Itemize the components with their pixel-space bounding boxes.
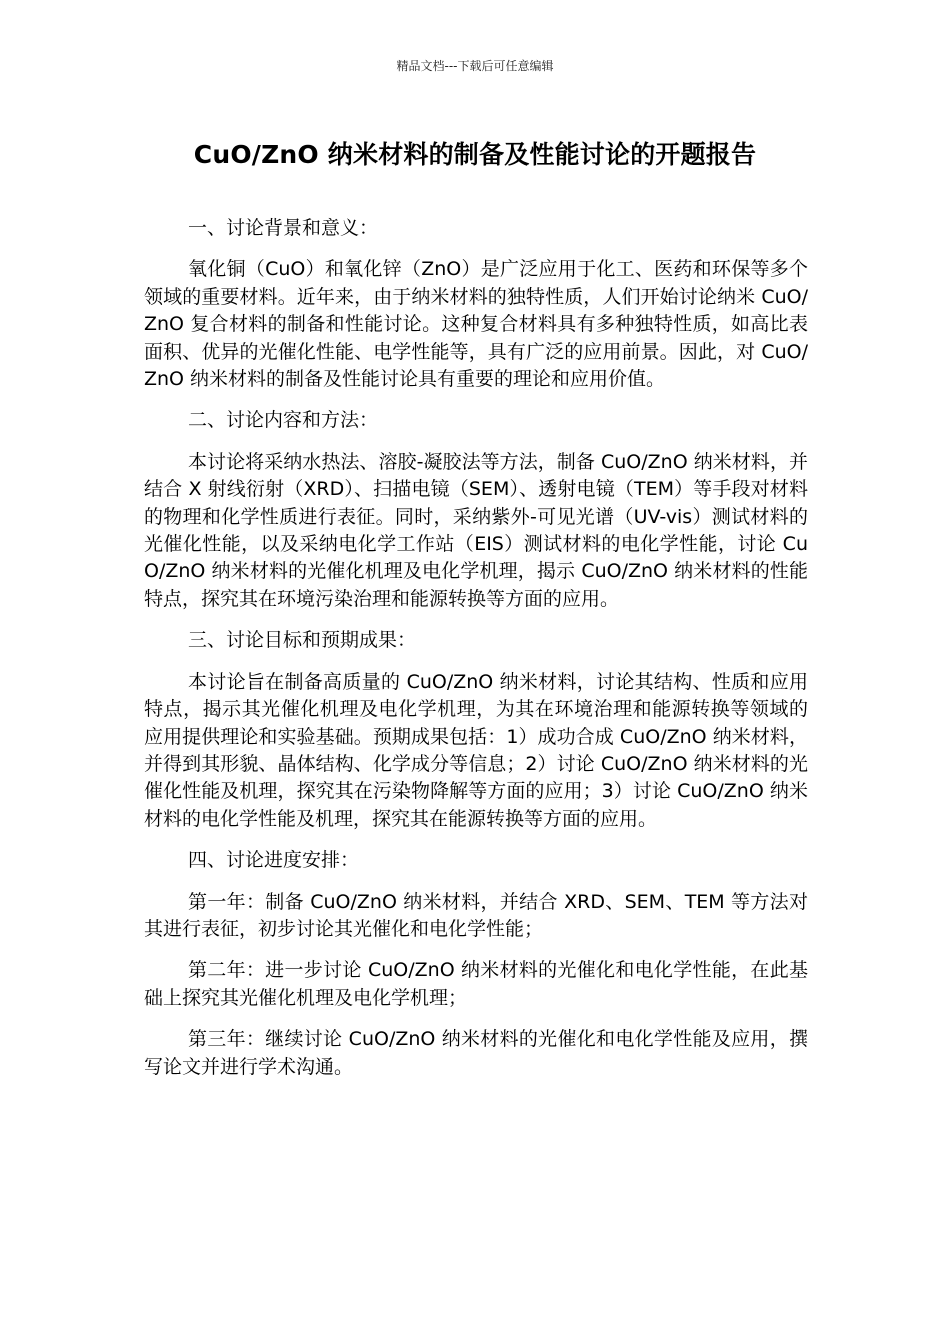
paragraph-background: 氧化铜（CuO）和氧化锌（ZnO）是广泛应用于化工、医药和环保等多个领域的重要材料。近年来，由于纳米材料的独特性质，人们开始讨论纳米 CuO/ZnO 复合材料的制备和性能讨论。这种复合材料具有多种独特性质，如高比表面积、优异的光催化性能、电学性能等，具有广泛的应用前景。因此，对 CuO/ZnO 纳米材料的制备及性能讨论具有重要的理论和应用价值。 — [144, 258, 808, 391]
page-header: 精品文档---下载后可任意编辑 — [396, 59, 554, 73]
paragraph-schedule-year-3: 第三年：继续讨论 CuO/ZnO 纳米材料的光催化和电化学性能及应用，撰写论文并进行学术沟通。 — [144, 1028, 808, 1078]
section-heading-schedule: 四、讨论进度安排： — [188, 849, 360, 872]
paragraph-schedule-year-2: 第二年：进一步讨论 CuO/ZnO 纳米材料的光催化和电化学性能，在此基础上探究其光催化机理及电化学机理； — [144, 959, 808, 1009]
section-heading-content-methods: 二、讨论内容和方法： — [188, 409, 379, 432]
paragraph-goals: 本讨论旨在制备高质量的 CuO/ZnO 纳米材料，讨论其结构、性质和应用特点，揭示其光催化机理及电化学机理，为其在环境治理和能源转换等领域的应用提供理论和实验基础。预期成果包括：1）成功合成 CuO/ZnO 纳米材料，并得到其形貌、晶体结构、化学成分等信息；2）讨论 CuO/ZnO 纳米材料的光催化性能及机理，探究其在污染物降解等方面的应用；3）讨论 CuO/ZnO 纳米材料的电化学性能及机理，探究其在能源转换等方面的应用。 — [144, 670, 808, 830]
paragraph-schedule-year-1: 第一年：制备 CuO/ZnO 纳米材料，并结合 XRD、SEM、TEM 等方法对其进行表征，初步讨论其光催化和电化学性能； — [144, 890, 808, 940]
section-heading-goals: 三、讨论目标和预期成果： — [188, 629, 417, 652]
section-heading-background: 一、讨论背景和意义： — [188, 217, 379, 239]
paragraph-content-methods: 本讨论将采纳水热法、溶胶-凝胶法等方法，制备 CuO/ZnO 纳米材料，并结合 X 射线衍射（XRD）、扫描电镜（SEM）、透射电镜（TEM）等手段对材料的物理和化学性质进行表征。同时，采纳紫外-可见光谱（UV-vis）测试材料的光催化性能，以及采纳电化学工作站（EIS）测试材料的电化学性能，讨论 CuO/ZnO 纳米材料的光催化机理及电化学机理，揭示 CuO/ZnO 纳米材料的性能特点，探究其在环境污染治理和能源转换等方面的应用。 — [144, 450, 808, 610]
document-title: CuO/ZnO 纳米材料的制备及性能讨论的开题报告 — [193, 140, 757, 169]
document-body — [144, 215, 808, 1095]
